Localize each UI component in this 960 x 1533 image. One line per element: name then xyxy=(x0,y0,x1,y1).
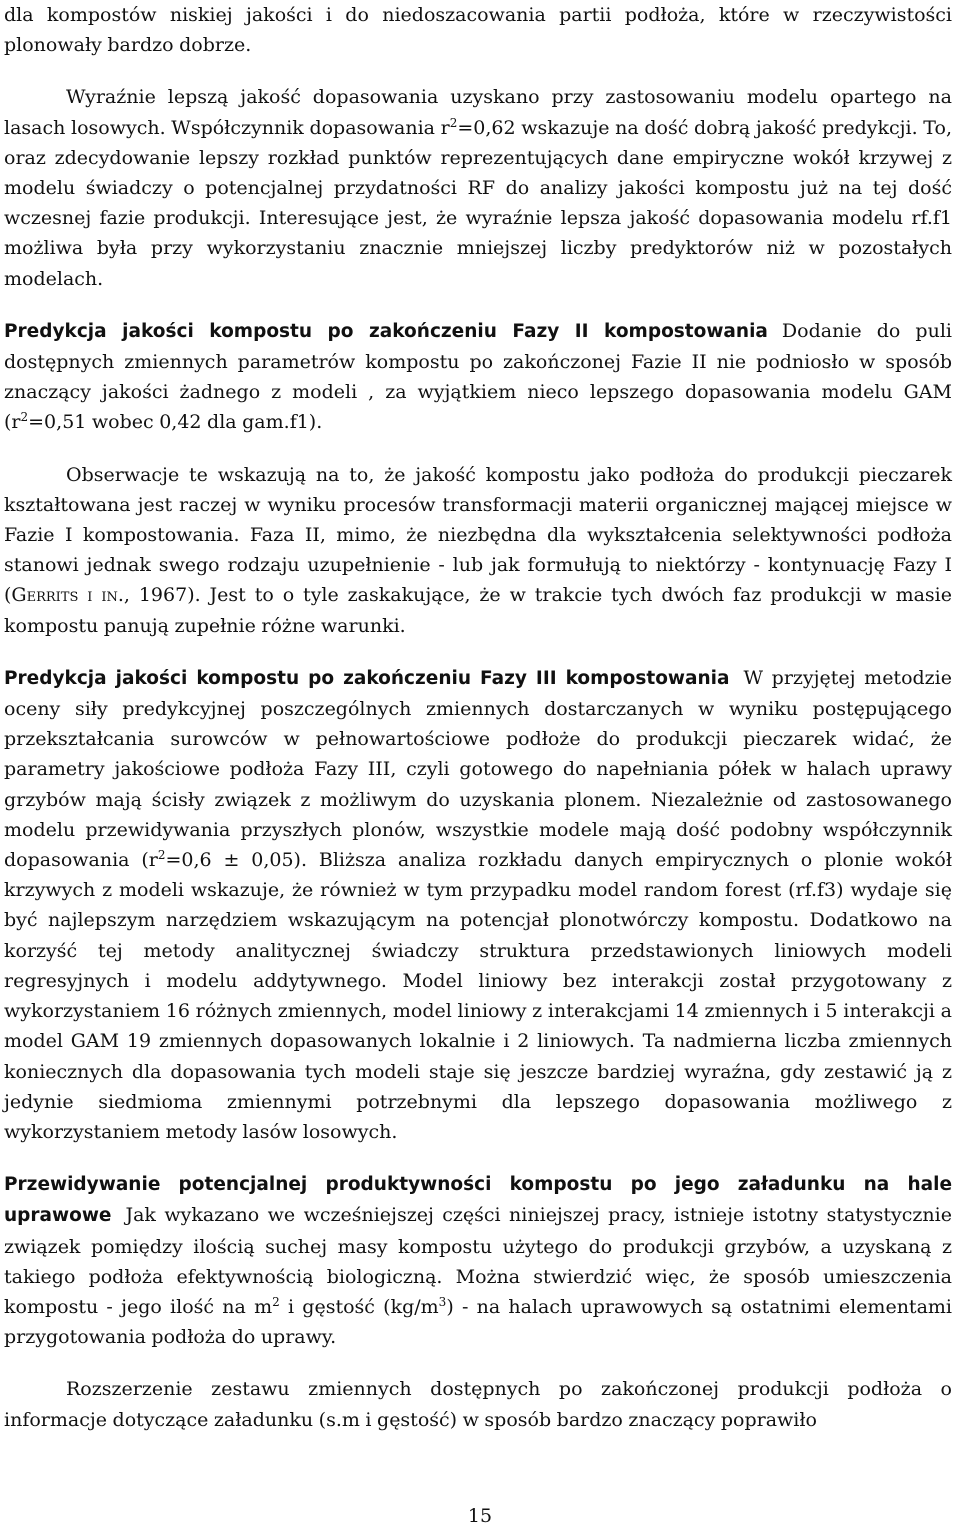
page-number: 15 xyxy=(467,1505,493,1527)
paragraph-1 xyxy=(4,0,952,60)
superscript-2: 2 xyxy=(272,1294,280,1309)
superscript-2: 2 xyxy=(157,848,166,863)
paragraph-3-text-a: Dodanie do puli dostępnych zmiennych parametrów kompostu po zakończonej Fazie II nie podniosło w sposób znaczący jakości żadnego z modeli , za wyjątkiem nieco lepszego dopasowania modelu GAM (r xyxy=(4,319,952,434)
paragraph-6-text-c: ) - na halach uprawowych są ostatnimi elementami przygotowania podłoża do uprawy. xyxy=(4,1295,952,1349)
section-heading-zaladunek: Przewidywanie potencjalnej produktywności kompostu po jego załadunku na hale uprawowe xyxy=(4,1174,952,1227)
paragraph-7 xyxy=(4,1374,952,1434)
paragraph-1-text: dla kompostów niskiej jakości i do niedoszacowania partii podłoża, które w rzeczywistości plonowały bardzo dobrze. xyxy=(4,4,952,57)
paragraph-4-text-a: Obserwacje te wskazują na to, że jakość kompostu jako podłoża do produkcji pieczarek kształtowana jest raczej w wyniku procesów transformacji materii organicznej mającej miejsce w Fazie I kompostowania. Faza II, mimo, że niezbędna dla wykształcenia selektywności podłoża stanowi jednak swego rodzaju uzupełnienie - lub jak formułują to niektórzy - kontynuację Fazy I ( xyxy=(4,463,952,607)
paragraph-6-text-a: Jak wykazano we wcześniejszej części niniejszej pracy, istnieje istotny statystycznie związek pomiędzy ilością suchej masy kompostu użytego do produkcji grzybów, a uzyskaną z takiego podłoża efektywnością biologiczną. Można stwierdzić więc, że sposób umieszczenia kompostu - jego ilość na m xyxy=(4,1204,952,1318)
paragraph-2-text-b: =0,62 wskazuje na dość dobrą jakość predykcji. To, oraz zdecydowanie lepszy rozkład punktów reprezentujących dane empiryczne wokół krzywej z modelu świadczy o potencjalnej przydatności RF do analizy jakości kompostu już na tej dość wczesnej fazie produkcji. Interesujące jest, że wyraźnie lepsza jakość dopasowania modelu rf.f1 możliwa była przy wykorzystaniu znacznie mniejszej liczby predyktorów niż w pozostałych modelach. xyxy=(4,116,952,290)
section-heading-faza-ii: Predykcja jakości kompostu po zakończeniu Fazy II kompostowania xyxy=(4,320,768,342)
paragraph-6 xyxy=(4,1169,952,1352)
section-heading-faza-iii: Predykcja jakości kompostu po zakończeniu Fazy III kompostowania xyxy=(4,667,730,689)
paragraph-3-text-b: =0,51 wobec 0,42 dla gam.f1). xyxy=(28,411,323,434)
paragraph-6-text-b: i gęstość (kg/m xyxy=(279,1295,439,1318)
paragraph-4-text-b: , 1967). Jest to o tyle zaskakujące, że w trakcie tych dwóch faz produkcji w masie kompostu panują zupełnie różne warunki. xyxy=(4,584,952,637)
document-page xyxy=(4,0,952,1533)
paragraph-2-text-a: Wyraźnie lepszą jakość dopasowania uzyskano przy zastosowaniu modelu opartego na lasach losowych. Współczynnik dopasowania r xyxy=(4,86,952,139)
citation-gerrits: Gerrits i in. xyxy=(11,584,124,607)
paragraph-5-text-a: W przyjętej metodzie oceny siły predykcyjnej poszczególnych zmiennych dostarczanych w wyniku postępującego przekształcania surowców w pełnowartościowe podłoże do produkcji pieczarek widać, że parametry jakościowe podłoża Fazy III, czyli gotowego do napełniania półek w halach uprawy grzybów mają ścisły związek z możliwym do uzyskania plonem. Niezależnie od zastosowanego modelu przewidywania przyszłych plonów, wszystkie modele mają dość podobny współczynnik dopasowania (r xyxy=(4,666,953,872)
paragraph-3 xyxy=(4,316,952,438)
superscript-2: 2 xyxy=(449,115,458,130)
paragraph-7-text: Rozszerzenie zestawu zmiennych dostępnych po zakończonej produkcji podłoża o informacje dotyczące załadunku (s.m i gęstość) w sposób bardzo znaczący poprawiło xyxy=(4,1378,952,1431)
superscript-2: 2 xyxy=(20,410,29,425)
superscript-3: 3 xyxy=(438,1294,447,1309)
paragraph-5 xyxy=(4,663,952,1147)
paragraph-2 xyxy=(4,82,952,293)
paragraph-5-text-b: =0,6 ± 0,05). Bliższa analiza rozkładu danych empirycznych o plonie wokół krzywych z modeli wskazuje, że również w tym przypadku model random forest (rf.f3) wydaje się być najlepszym narzędziem wskazującym na potencjał plonotwórczy kompostu. Dodatkowo na korzyść tej metody analitycznej świadczy struktura przedstawionych liniowych modeli regresyjnych i modelu addytywnego. Model liniowy bez interakcji został przygotowany z wykorzystaniem 16 różnych zmiennych, model liniowy z interakcjami 14 zmiennych i 5 interakcji a model GAM 19 zmiennych dopasowanych lokalnie i 2 liniowych. Ta nadmierna liczba zmiennych koniecznych dla dopasowania tych modeli staje się jeszcze bardziej wyraźna, gdy zestawić ją z jedynie siedmioma zmiennymi potrzebnymi dla lepszego dopasowania możliwego z wykorzystaniem metody lasów losowych. xyxy=(4,849,952,1143)
paragraph-4 xyxy=(4,460,952,641)
